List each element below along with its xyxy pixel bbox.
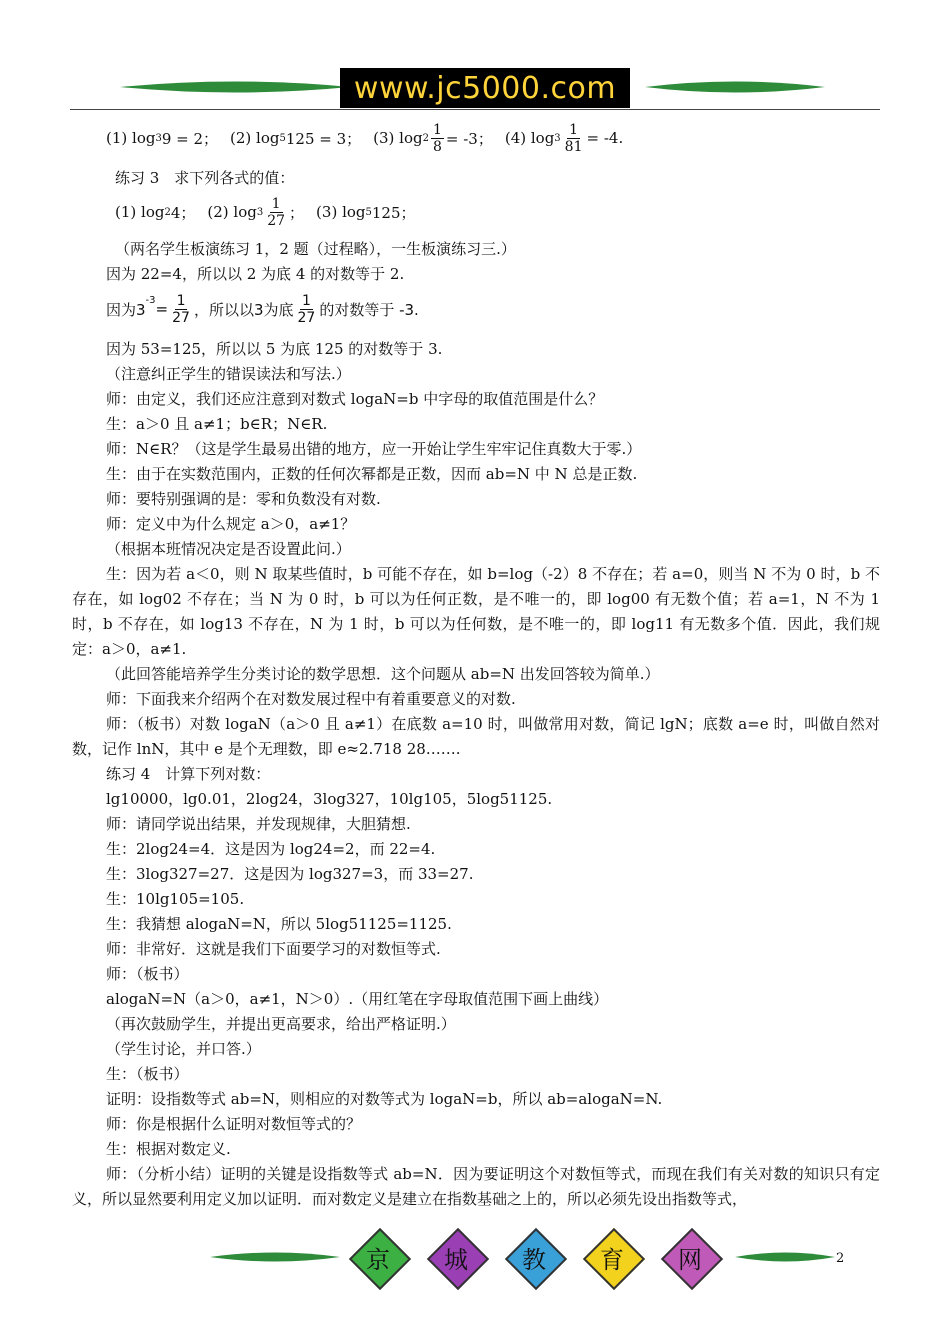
text-line: 师：定义中为什么规定 a＞0，a≠1？ [106, 515, 356, 533]
text-line: 师：请同学说出结果，并发现规律，大胆猜想. [106, 815, 411, 833]
p2-item4-base: 3 [554, 132, 561, 144]
text-line: （注意纠正学生的错误读法和写法.） [106, 365, 351, 383]
footer-badge-jing[interactable] [350, 1229, 406, 1285]
text-line: 生：根据对数定义. [106, 1140, 231, 1158]
text-line: 生：（板书） [106, 1065, 189, 1083]
practice2-items [72, 118, 880, 158]
text-line: alogaN=N（a＞0，a≠1，N＞0）.（用红笔在字母取值范围下画上曲线） [106, 990, 609, 1008]
p3-item3-rest: 125； [371, 203, 416, 222]
p2-item2-rest: 125 = 3； [285, 129, 362, 148]
text-line: 练习 4 计算下列对数： [106, 765, 271, 783]
text-line: 生：3log327=27．这是因为 log327=3，而 33=27. [106, 865, 474, 883]
text-paragraph: 师：（分析小结）证明的关键是设指数等式 ab=N．因为要证明这个对数恒等式，而现在我们有关对数的知识只有定义，所以显然要利用定义加以证明．而对数定义是建立在指数基础之上的，所以必须先设出指数等式， [72, 1165, 880, 1208]
p2-item4-label: (4) log [504, 129, 555, 147]
p2-item2-base: 5 [279, 132, 286, 144]
p2-item4-fraction: $\frac{1}{81}$ [564, 121, 583, 155]
text-line: （两名学生板演练习 1，2 题（过程略），一生板演练习三.） [115, 240, 516, 258]
text-line: 师：由定义，我们还应注意到对数式 logaN=b 中字母的取值范围是什么？ [106, 390, 604, 408]
text-paragraph: 生：因为若 a＜0，则 N 取某些值时，b 可能不存在，如 b=log（-2）8 不存在；若 a=0，则当 N 不为 0 时，b 不存在，如 log02 不存在；当 N 为 0 时，b 可以为任何正数，是不唯一的，即 log00 有无数个值；若 a=1，N 不为 1 时，b 不存在，如 log13 不存在，N 为 1 时，b 可以为任何数，是不唯一的，即 log11 有无数多个值．因此，我们规定：a＞0，a≠1. [72, 565, 880, 658]
p2-item1-base: 3 [155, 132, 162, 144]
text-line: 生：由于在实数范围内，正数的任何次幂都是正数，因而 ab=N 中 N 总是正数. [106, 465, 638, 483]
logo-text: www.jc5000.com [353, 70, 617, 106]
p2-item3-fraction: $\frac{1}{8}$ [432, 121, 442, 155]
badge-char: 京 [366, 1245, 390, 1274]
text-line: 师：（板书） [106, 965, 189, 983]
formula-fraction-2: $\frac{1}{27}$ [297, 292, 316, 326]
text-line: 师：你是根据什么证明对数恒等式的？ [106, 1115, 362, 1133]
text-line: 生：我猜想 alogaN=N，所以 5log51125=1125. [106, 915, 452, 933]
text-line: 师：下面我来介绍两个在对数发展过程中有着重要意义的对数. [106, 690, 516, 708]
text-line: 证明：设指数等式 ab=N，则相应的对数等式为 logaN=b，所以 ab=alogaN=N. [106, 1090, 663, 1108]
footer-badge-cheng[interactable] [428, 1229, 484, 1285]
badge-char: 城 [444, 1245, 468, 1274]
page-header [70, 60, 880, 115]
document-body [72, 118, 880, 1212]
formula-suffix: 的对数等于 -3. [319, 300, 419, 319]
site-logo[interactable] [340, 68, 630, 108]
text-line: 师：要特别强调的是：零和负数没有对数. [106, 490, 381, 508]
text-line: （再次鼓励学生，并提出更高要求，给出严格证明.） [106, 1015, 456, 1033]
p3-item1-label: (1) log [115, 203, 165, 221]
formula-prefix: 因为3 [106, 300, 146, 319]
p2-item2-label: (2) log [230, 129, 280, 147]
p3-item2-base: 3 [256, 206, 264, 218]
text-line: 因为 22=4，所以以 2 为底 4 的对数等于 2. [106, 265, 405, 283]
practice3-items [72, 191, 880, 233]
p3-item3-base: 5 [365, 206, 372, 218]
footer-badge-yu[interactable] [584, 1229, 640, 1285]
practice3-title: 练习 3 求下列各式的值： [115, 169, 295, 187]
p3-item2-label: (2) log [207, 203, 257, 221]
p2-item3-label: (3) log [373, 129, 423, 147]
formula-equals: = [155, 300, 169, 318]
page-footer [200, 1225, 860, 1305]
p3-item2-rest: ； [289, 203, 305, 222]
leaf-decoration-footer-right [735, 1251, 835, 1263]
text-line: （学生讨论，并口答.） [106, 1040, 261, 1058]
text-line: 生：2log24=4．这是因为 log24=2，而 22=4. [106, 840, 436, 858]
footer-badge-wang[interactable] [662, 1229, 718, 1285]
p3-item2-fraction: $\frac{1}{27}$ [267, 195, 286, 229]
leaf-decoration-footer-left [210, 1251, 340, 1263]
text-paragraph: 师：（板书）对数 logaN（a＞0 且 a≠1）在底数 a=10 时，叫做常用对数，简记 lgN；底数 a=e 时，叫做自然对数，记作 lnN，其中 e 是个无理数，即 e≈2.718 28……. [72, 715, 880, 758]
p3-item3-label: (3) log [316, 203, 366, 221]
p2-item3-rest: = -3； [445, 129, 493, 148]
footer-badge-jiao[interactable] [506, 1229, 562, 1285]
text-line: 师：N∈R？（这是学生最易出错的地方，应一开始让学生牢牢记住真数大于零.） [106, 440, 642, 458]
text-line: 生：a＞0 且 a≠1；b∈R；N∈R. [106, 415, 328, 433]
header-rule [70, 109, 880, 110]
text-line: （此回答能培养学生分类讨论的数学思想．这个问题从 ab=N 出发回答较为简单.） [106, 665, 660, 683]
p2-item1-label: (1) log [106, 129, 156, 147]
formula-fraction-1: $\frac{1}{27}$ [172, 292, 190, 326]
p2-item1-rest: 9 = 2； [161, 129, 219, 148]
text-line: lg10000，lg0.01，2log24，3log327，10lg105，5log51125. [106, 790, 553, 808]
text-line: 师：非常好．这就是我们下面要学习的对数恒等式. [106, 940, 441, 958]
page-number: 2 [836, 1251, 845, 1266]
formula-middle: ，所以以3为底 [193, 300, 294, 319]
badge-char: 网 [678, 1245, 702, 1274]
formula-exponent: -3 [145, 295, 156, 306]
text-line: 生：10lg105=105. [106, 890, 245, 908]
text-line: （根据本班情况决定是否设置此问.） [106, 540, 351, 558]
badge-char: 育 [600, 1245, 624, 1274]
badge-char: 教 [522, 1245, 546, 1274]
p2-item3-base: 2 [422, 132, 429, 144]
text-line: 因为 53=125，所以以 5 为底 125 的对数等于 3. [106, 340, 443, 358]
formula-line [72, 287, 880, 331]
leaf-decoration-right [645, 80, 825, 94]
p3-item1-base: 2 [164, 206, 171, 218]
p2-item4-rest: = -4. [586, 129, 624, 147]
leaf-decoration-left [120, 80, 350, 94]
p3-item1-rest: 4； [170, 203, 196, 222]
